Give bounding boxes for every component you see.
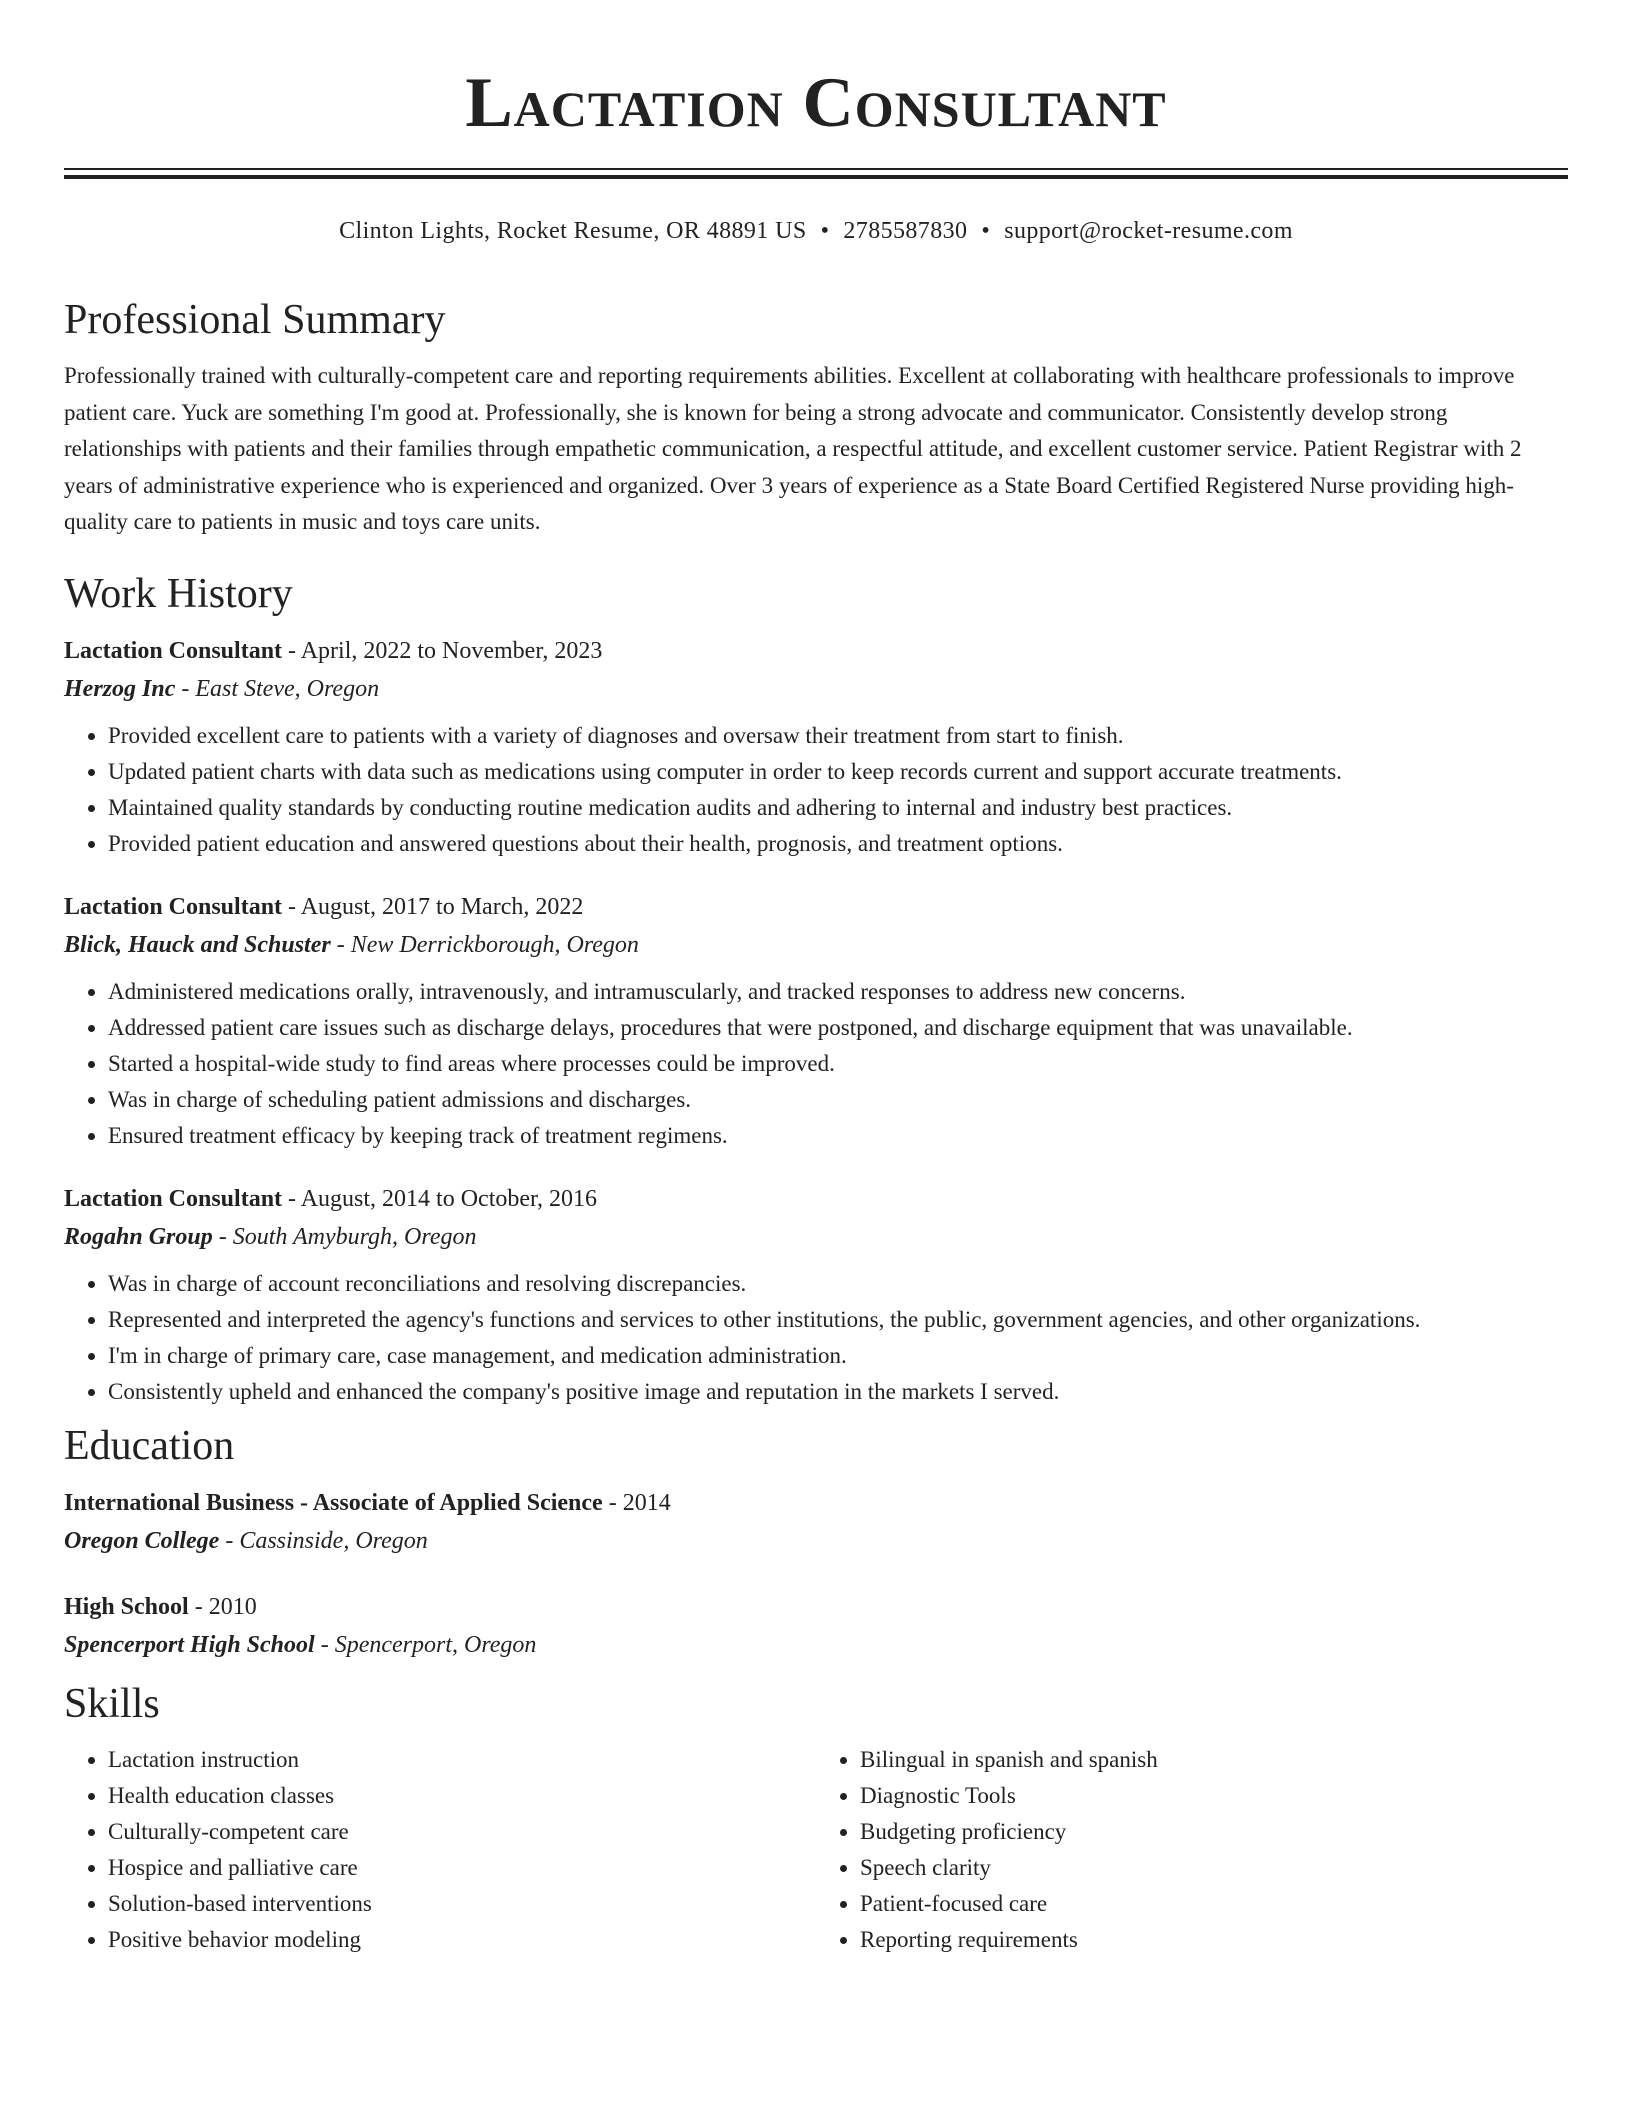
job-company: Rogahn Group: [64, 1223, 213, 1250]
job-dates: - August, 2014 to October, 2016: [282, 1185, 598, 1212]
job-dates: - August, 2017 to March, 2022: [282, 893, 584, 920]
job-company-line: [64, 926, 1568, 964]
header-rule-thick: [64, 175, 1568, 179]
skill-item: • Hospice and palliative care: [108, 1850, 816, 1886]
resume-content: [64, 294, 1568, 1958]
degree: International Business - Associate of Applied Science: [64, 1489, 603, 1516]
school-name: Spencerport High School: [64, 1631, 315, 1658]
school-location: - Spencerport, Oregon: [314, 1631, 537, 1658]
job-bullets: [64, 1266, 1568, 1410]
skills-columns: [64, 1742, 1568, 1958]
job-bullet: • Started a hospital-wide study to find areas where processes could be improved.: [108, 1046, 1568, 1082]
job-location: - South Amyburgh, Oregon: [212, 1223, 477, 1250]
skill-item: • Patient-focused care: [860, 1886, 1568, 1922]
education-entry: [64, 1588, 1568, 1664]
school-line: [64, 1626, 1568, 1664]
header-rule-thin: [64, 168, 1568, 170]
education-heading: Education: [64, 1422, 235, 1469]
graduation-year: - 2010: [188, 1593, 257, 1620]
job-bullet: • Addressed patient care issues such as discharge delays, procedures that were postponed, and discharge equipment that was unavailable.: [108, 1010, 1568, 1046]
graduation-year: - 2014: [602, 1489, 671, 1516]
job-title-line: [64, 888, 1568, 926]
degree-line: [64, 1484, 1568, 1522]
contact-line: [0, 215, 1632, 247]
contact-address: Clinton Lights, Rocket Resume, OR 48891 US: [339, 218, 807, 244]
education-entry: [64, 1484, 1568, 1560]
job-bullet: • Was in charge of account reconciliations and resolving discrepancies.: [108, 1266, 1568, 1302]
summary-text: Professionally trained with culturally-competent care and reporting requirements abilities. Excellent at collaborating with healthcare professionals to improve patient care. Yuck are something I'm good at. Professionally, she is known for being a strong advocate and communicator. Consistently develop strong relationships with patients and their families through empathetic communication, a respectful attitude, and excellent customer service. Patient Registrar with 2 years of administrative experience who is experienced and organized. Over 3 years of experience as a State Board Certified Registered Nurse providing high-quality care to patients in music and toys care units.: [64, 363, 1522, 535]
summary-heading: Professional Summary: [64, 297, 446, 343]
contact-phone: 2785587830: [843, 218, 968, 244]
job-bullets: [64, 974, 1568, 1154]
job-bullet: • Ensured treatment efficacy by keeping track of treatment regimens.: [108, 1118, 1568, 1154]
school-location: - Cassinside, Oregon: [219, 1527, 428, 1554]
job-bullet: • Updated patient charts with data such as medications using computer in order to keep records current and support accurate treatments.: [108, 754, 1568, 790]
job-location: - New Derrickborough, Oregon: [330, 931, 639, 958]
job-bullet: • Represented and interpreted the agency's functions and services to other institutions, the public, government agencies, and other organizations.: [108, 1302, 1568, 1338]
skill-item: • Reporting requirements: [860, 1922, 1568, 1958]
work-history-heading: Work History: [64, 570, 293, 617]
job-company-line: [64, 670, 1568, 708]
school-line: [64, 1522, 1568, 1560]
skills-section: [64, 1678, 1568, 1958]
job-bullet: • Maintained quality standards by conducting routine medication audits and adhering to internal and industry best practices.: [108, 790, 1568, 826]
job-bullet: • I'm in charge of primary care, case management, and medication administration.: [108, 1338, 1568, 1374]
skill-item: • Bilingual in spanish and spanish: [860, 1742, 1568, 1778]
resume-name: Lactation Consultant: [465, 64, 1167, 142]
summary-section: [64, 294, 1568, 541]
job-title-line: [64, 632, 1568, 670]
skill-item: • Culturally-competent care: [108, 1814, 816, 1850]
skill-item: • Diagnostic Tools: [860, 1778, 1568, 1814]
job-bullet: • Administered medications orally, intravenously, and intramuscularly, and tracked responses to address new concerns.: [108, 974, 1568, 1010]
job-entry: [64, 632, 1568, 862]
contact-separator: •: [820, 218, 830, 244]
degree-line: [64, 1588, 1568, 1626]
contact-separator: •: [981, 218, 991, 244]
job-entry: [64, 888, 1568, 1154]
job-entry: [64, 1180, 1568, 1410]
job-title: Lactation Consultant: [64, 893, 283, 920]
skills-list-left: [64, 1742, 816, 1958]
contact-email: support@rocket-resume.com: [1004, 218, 1293, 244]
education-section: [64, 1420, 1568, 1664]
job-company-line: [64, 1218, 1568, 1256]
job-dates: - April, 2022 to November, 2023: [282, 637, 603, 664]
job-bullet: • Was in charge of scheduling patient admissions and discharges.: [108, 1082, 1568, 1118]
job-bullet: • Consistently upheld and enhanced the company's positive image and reputation in the markets I served.: [108, 1374, 1568, 1410]
skill-item: • Solution-based interventions: [108, 1886, 816, 1922]
skill-item: • Budgeting proficiency: [860, 1814, 1568, 1850]
job-title: Lactation Consultant: [64, 637, 283, 664]
school-name: Oregon College: [64, 1527, 220, 1554]
skill-item: • Health education classes: [108, 1778, 816, 1814]
job-title: Lactation Consultant: [64, 1185, 283, 1212]
skill-item: • Speech clarity: [860, 1850, 1568, 1886]
skills-list-right: [816, 1742, 1568, 1958]
work-history-section: [64, 568, 1568, 1410]
skill-item: • Positive behavior modeling: [108, 1922, 816, 1958]
job-bullet: • Provided excellent care to patients with a variety of diagnoses and oversaw their treatment from start to finish.: [108, 718, 1568, 754]
job-location: - East Steve, Oregon: [175, 675, 380, 702]
skill-item: • Lactation instruction: [108, 1742, 816, 1778]
job-title-line: [64, 1180, 1568, 1218]
job-bullets: [64, 718, 1568, 862]
job-bullet: • Provided patient education and answered questions about their health, prognosis, and treatment options.: [108, 826, 1568, 862]
degree: High School: [64, 1593, 189, 1620]
skills-heading: Skills: [64, 1680, 160, 1727]
job-company: Blick, Hauck and Schuster: [64, 931, 331, 958]
job-company: Herzog Inc: [64, 675, 176, 702]
